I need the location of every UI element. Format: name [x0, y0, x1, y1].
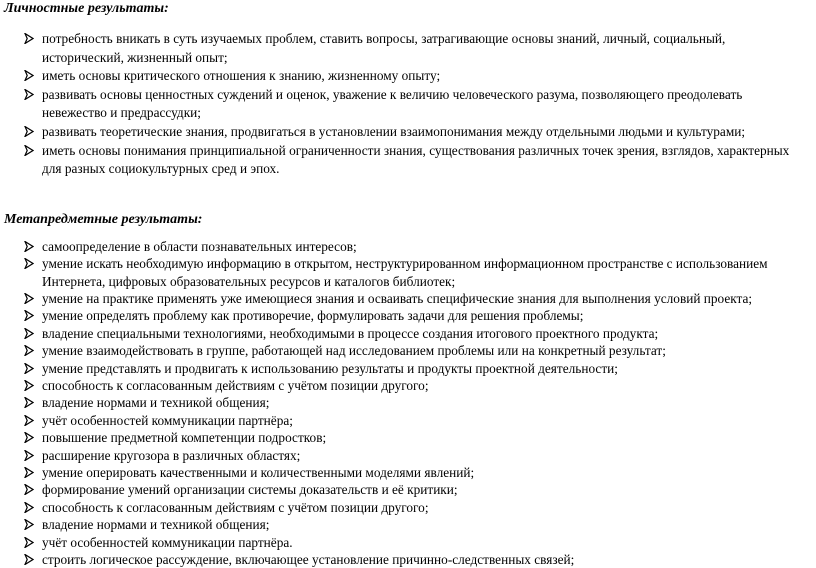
list-item-text: учёт особенностей коммуникации партнёра.: [42, 534, 293, 550]
arrowhead-bullet-icon: [24, 534, 36, 548]
list-item-text: способность к согласованным действиям с учётом позиции другого;: [42, 499, 429, 515]
arrowhead-bullet-icon: [24, 516, 36, 530]
arrowhead-bullet-icon: [24, 307, 36, 321]
list-item-text: формирование умений организации системы доказательств и её критики;: [42, 482, 458, 498]
arrowhead-bullet-icon: [24, 123, 36, 137]
section-heading-personal-results: Личностные результаты:: [4, 1, 169, 16]
list-item-text: умение определять проблему как противоречие, формулировать задачи для решения проблемы;: [42, 308, 584, 324]
list-item: [4, 499, 816, 516]
list-item: [4, 464, 816, 481]
arrowhead-bullet-icon: [24, 360, 36, 374]
list-item-text: способность к согласованным действиям с учётом позиции другого;: [42, 378, 429, 393]
list-item-text: умение взаимодействовать в группе, работающей над исследованием проблемы или на конкретный результат;: [42, 343, 666, 359]
arrowhead-bullet-icon: [24, 290, 36, 304]
arrowhead-bullet-icon: [24, 429, 36, 443]
arrowhead-bullet-icon: [24, 394, 36, 408]
arrowhead-bullet-icon: [24, 499, 36, 513]
list-item: [4, 123, 816, 142]
list-item-text: умение представлять и продвигать к использованию результаты и продукты проектной деятельности;: [42, 360, 618, 376]
list-item: [4, 342, 816, 359]
list-item-text: владение специальными технологиями, необходимыми в процессе создания итогового проектного продукта;: [42, 325, 659, 341]
list-item-text: иметь основы понимания принципиальной ограниченности знания, существования различных точек зрения, взглядов, характерных для разных социокультурных сред и эпох.: [42, 142, 790, 177]
list-item-text: развивать теоретические знания, продвигаться в установлении взаимопонимания между отдельными людьми и культурами;: [42, 123, 746, 139]
personal-results-list: [4, 30, 816, 179]
list-item-text: самоопределение в области познавательных интересов;: [42, 238, 357, 254]
list-item: [4, 255, 816, 290]
arrowhead-bullet-icon: [24, 481, 36, 495]
arrowhead-bullet-icon: [24, 447, 36, 461]
arrowhead-bullet-icon: [24, 255, 36, 269]
list-item: [4, 360, 816, 377]
list-item-text: развивать основы ценностных суждений и оценок, уважение к величию человеческого разума, позволяющего преодолевать невежество и предрассудки;: [42, 86, 743, 121]
list-item: [4, 551, 816, 568]
section-heading-metasubject-results: Метапредметные результаты:: [4, 211, 203, 227]
list-item-text: строить логическое рассуждение, включающее установление причинно-следственных связей;: [42, 552, 575, 568]
list-item-text: умение искать необходимую информацию в открытом, неструктурированном информационном пространстве с использованием Интернета, цифровых образовательных ресурсов и каталогов библиотек;: [42, 256, 768, 289]
list-item-text: расширение кругозора в различных областях;: [42, 447, 301, 463]
arrowhead-bullet-icon: [24, 238, 36, 252]
list-item-text: учёт особенностей коммуникации партнёра;: [42, 412, 293, 428]
arrowhead-bullet-icon: [24, 551, 36, 565]
list-item-text: умение на практике применять уже имеющиеся знания и осваивать специфические знания для выполнения условий проекта;: [42, 290, 753, 306]
list-item: [4, 86, 816, 123]
list-item-text: владение нормами и техникой общения;: [42, 517, 270, 533]
list-item: [4, 238, 816, 255]
arrowhead-bullet-icon: [24, 67, 36, 81]
list-item: [4, 394, 816, 411]
arrowhead-bullet-icon: [24, 377, 36, 391]
list-item: [4, 429, 816, 446]
list-item-text: владение нормами и техникой общения;: [42, 395, 270, 411]
metasubject-results-list: [4, 238, 816, 568]
arrowhead-bullet-icon: [24, 342, 36, 356]
list-item: [4, 307, 816, 324]
list-item: [4, 142, 816, 179]
list-item: [4, 30, 816, 67]
list-item: [4, 377, 816, 394]
arrowhead-bullet-icon: [24, 325, 36, 339]
arrowhead-bullet-icon: [24, 30, 36, 44]
list-item: [4, 290, 816, 307]
list-item: [4, 534, 816, 551]
arrowhead-bullet-icon: [24, 412, 36, 426]
arrowhead-bullet-icon: [24, 464, 36, 478]
list-item: [4, 447, 816, 464]
arrowhead-bullet-icon: [24, 142, 36, 156]
list-item: [4, 412, 816, 429]
list-item: [4, 67, 816, 86]
list-item-text: иметь основы критического отношения к знанию, жизненному опыту;: [42, 68, 441, 84]
list-item-text: умение оперировать качественными и количественными моделями явлений;: [42, 465, 475, 481]
list-item: [4, 325, 816, 342]
arrowhead-bullet-icon: [24, 86, 36, 100]
list-item-text: повышение предметной компетенции подростков;: [42, 430, 327, 446]
list-item: [4, 481, 816, 498]
list-item-text: потребность вникать в суть изучаемых проблем, ставить вопросы, затрагивающие основы знаний, личный, социальный, исторический, жизненный опыт;: [42, 31, 726, 65]
